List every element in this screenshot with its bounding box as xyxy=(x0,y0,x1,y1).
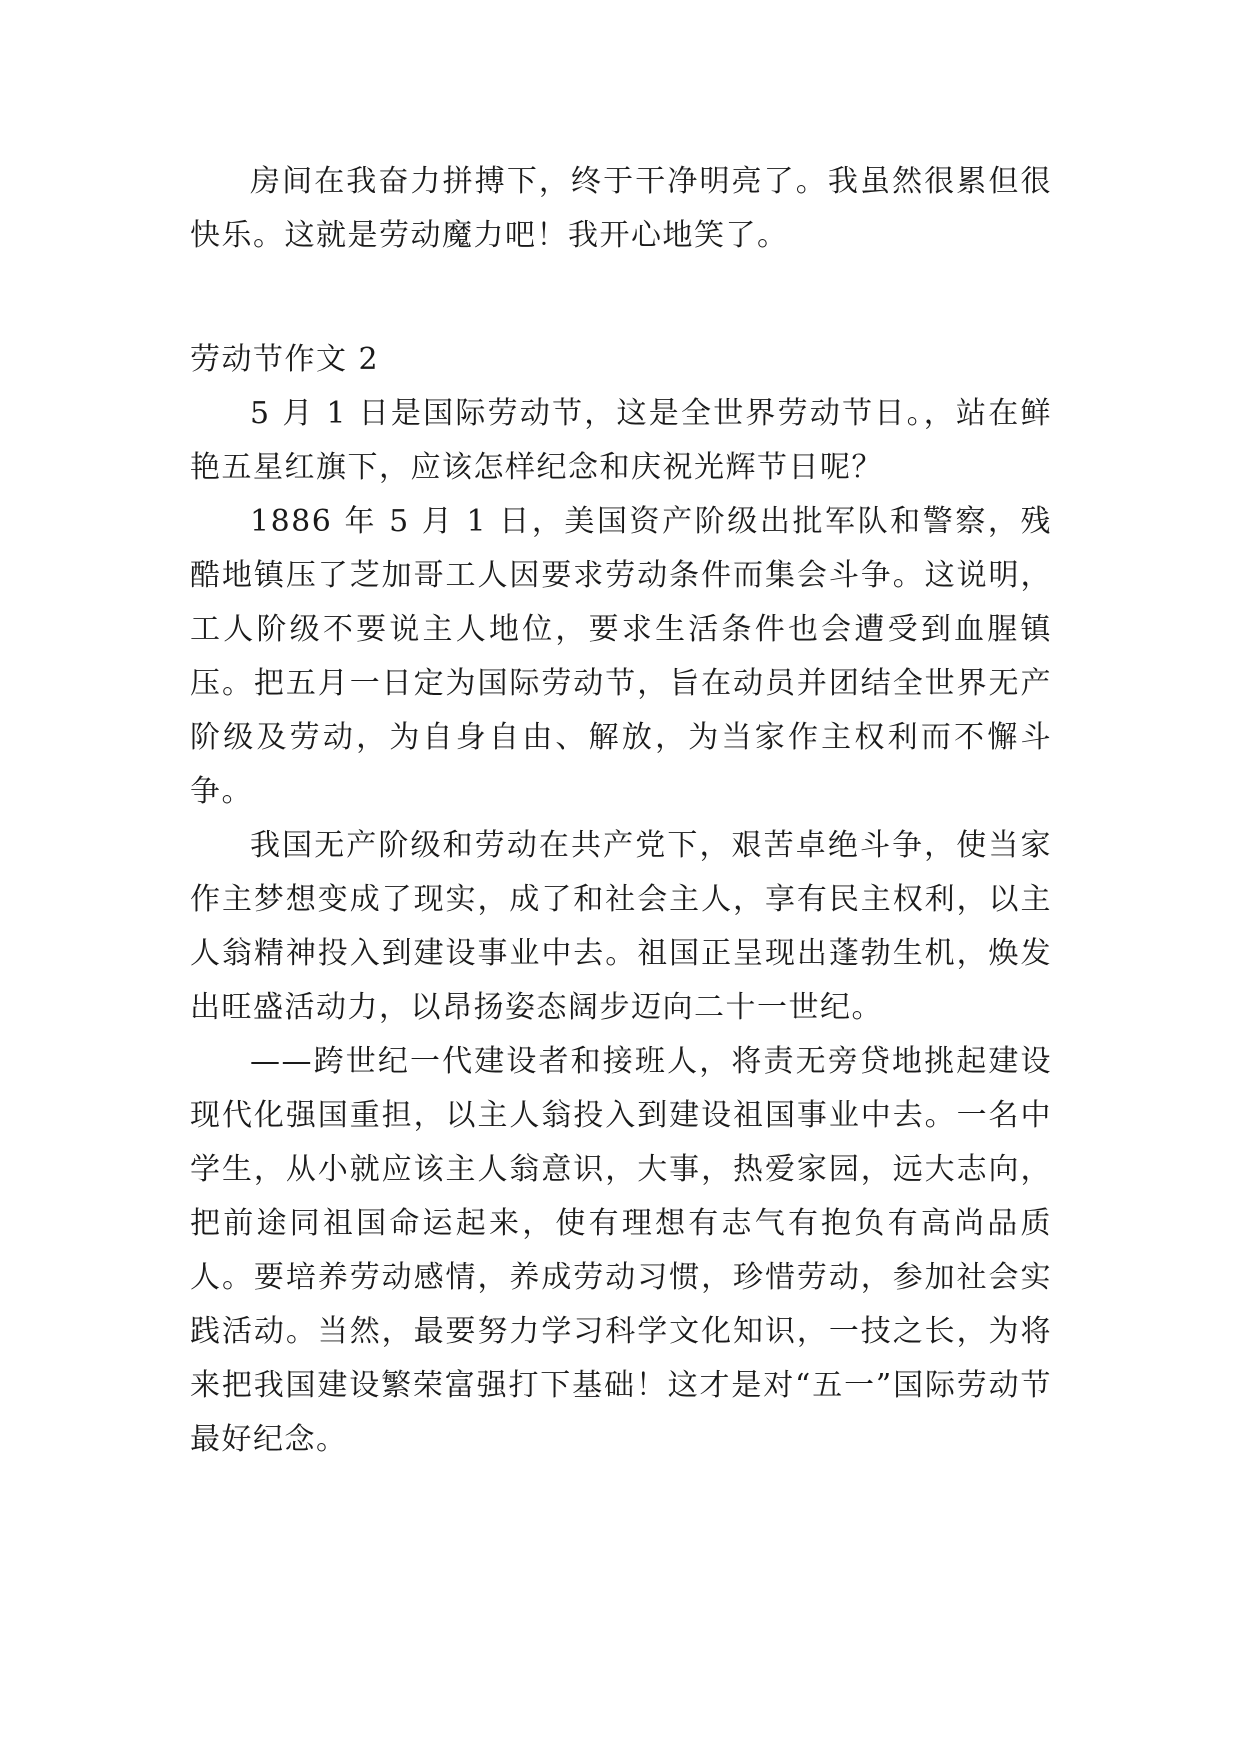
body-paragraph-1: 5 月 1 日是国际劳动节，这是全世界劳动节日。，站在鲜艳五星红旗下，应该怎样纪念和庆祝光辉节日呢？ xyxy=(190,396,1052,485)
body-paragraph-3: 我国无产阶级和劳动在共产党下，艰苦卓绝斗争，使当家作主梦想变成了现实，成了和社会主人，享有民主权利，以主人翁精神投入到建设事业中去。祖国正呈现出蓬勃生机，焕发出旺盛活动力，以昂扬姿态阔步迈向二十一世纪。 xyxy=(190,828,1052,1025)
intro-paragraph: 房间在我奋力拼搏下，终于干净明亮了。我虽然很累但很快乐。这就是劳动魔力吧！我开心地笑了。 xyxy=(190,164,1052,253)
section-title: 劳动节作文 2 xyxy=(190,342,380,377)
body-paragraph-2: 1886 年 5 月 1 日，美国资产阶级出批军队和警察，残酷地镇压了芝加哥工人因要求劳动条件而集会斗争。这说明，工人阶级不要说主人地位，要求生活条件也会遭受到血腥镇压。把五月一日定为国际劳动节，旨在动员并团结全世界无产阶级及劳动，为自身自由、解放，为当家作主权利而不懈斗争。 xyxy=(190,504,1052,809)
body-paragraph-4: ——跨世纪一代建设者和接班人，将责无旁贷地挑起建设现代化强国重担，以主人翁投入到建设祖国事业中去。一名中学生，从小就应该主人翁意识，大事，热爱家园，远大志向，把前途同祖国命运起来，使有理想有志气有抱负有高尚品质人。要培养劳动感情，养成劳动习惯，珍惜劳动，参加社会实践活动。当然，最要努力学习科学文化知识，一技之长，为将来把我国建设繁荣富强打下基础！这才是对“五一”国际劳动节最好纪念。 xyxy=(190,1044,1052,1457)
document-page xyxy=(190,155,1052,1467)
